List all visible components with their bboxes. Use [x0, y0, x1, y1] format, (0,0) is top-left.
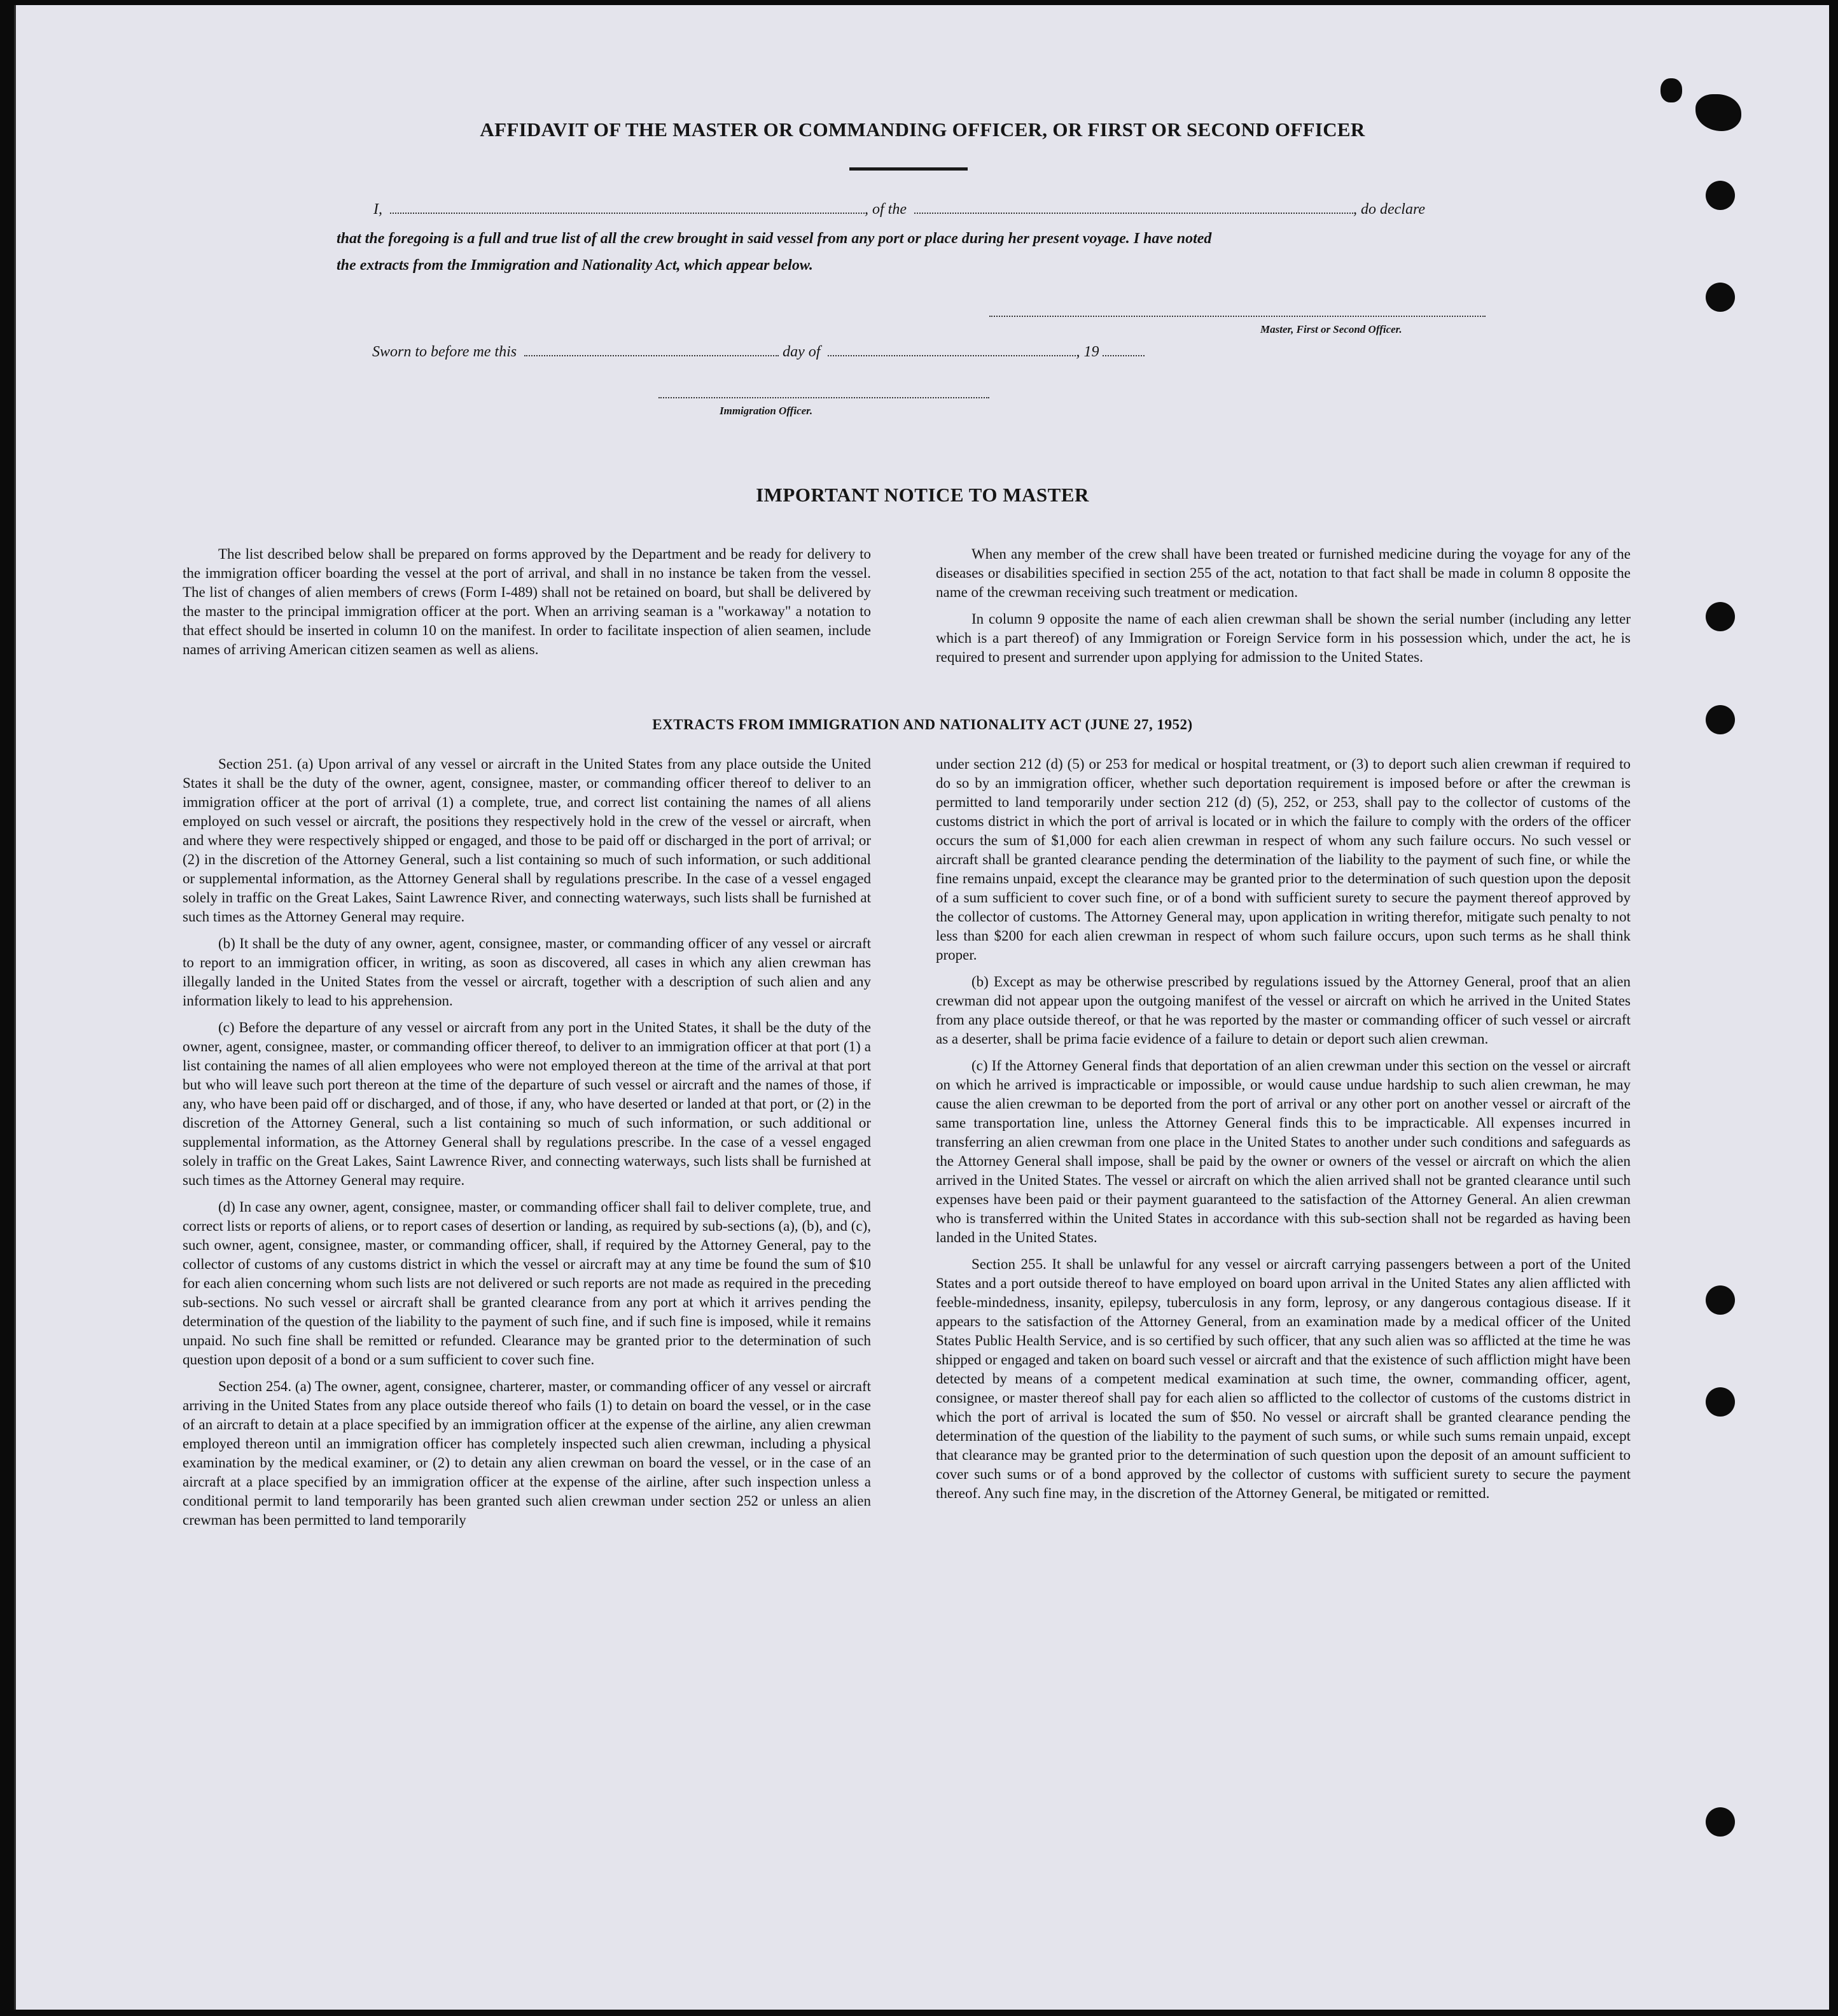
section-251-c: (c) Before the departure of any vessel or aircraft from any port in the United States, it shall be the duty of the owner, agent, consignee, master, or commanding officer thereof, to deliver to an immigration officer at that port (1) a list containing the names of all alien employees who were not employed thereon at the time of the arrival at that port but who will leave such port thereon at the time of the departure of such vessel or aircraft and the names of those, if any, who have been paid off or discharged, and of those, if any, who have deserted or landed at that port, or (2) in the discretion of the Attorney General, such a list containing so much of such information, or such additional or supplemental information, as the Attorney General shall by regulations prescribe. In the case of a vessel engaged solely in traffic on the Great Lakes, Saint Lawrence River, and connecting waterways, such lists shall be furnished at such times as the Attorney General may require.: [183, 1019, 871, 1188]
sworn-prefix: Sworn to before me this: [372, 344, 517, 360]
vessel-field[interactable]: [914, 201, 1353, 214]
document-page: [14, 5, 1829, 2010]
declaration-line: [373, 201, 1425, 218]
sworn-day-of: day of: [783, 344, 821, 360]
name-field[interactable]: [390, 201, 865, 214]
notice-right-column: [936, 545, 1631, 675]
punch-hole: [1706, 181, 1735, 210]
sworn-day-field[interactable]: [524, 344, 779, 356]
notice-left-column: [183, 545, 871, 667]
declaration-i: I,: [373, 201, 382, 218]
affidavit-title: AFFIDAVIT OF THE MASTER OR COMMANDING OFFICER, OR FIRST OR SECOND OFFICER: [480, 118, 1365, 141]
section-251-d: (d) In case any owner, agent, consignee, master, or commanding officer shall fail to deliver complete, true, and correct lists or reports of aliens, or to report cases of desertion or landing, as required by sub-sections (a), (b), and (c), such owner, agent, consignee, master, or commanding officer, shall, if required by the Attorney General, pay to the collector of customs of any customs district in which the vessel or aircraft may at any time be found the sum of $10 for each alien concerning whom such lists are not delivered or such reports are not made as required in the preceding sub-sections. No such vessel or aircraft shall be granted clearance from any port at which it arrives pending the determination of the question of the liability to the payment of such fine, and if such fine is imposed, while it remains unpaid. No such fine shall be remitted or refunded. Clearance may be granted prior to the determination of such question upon deposit of a bond or a sum sufficient to cover such fine.: [183, 1199, 871, 1368]
punch-hole: [1706, 283, 1735, 312]
notice-title: IMPORTANT NOTICE TO MASTER: [756, 484, 1089, 506]
master-signature-caption: Master, First or Second Officer.: [1260, 323, 1402, 335]
sworn-month-field[interactable]: [828, 344, 1076, 356]
section-254-c: (c) If the Attorney General finds that deportation of an alien crewman under this section on the vessel or aircraft on which he arrived is impracticable or impossible, or would cause undue hardship to such alien crewman, he may cause the alien crewman to be deported from the port of arrival or any other port on another vessel or aircraft of the same transportation line, unless the Attorney General finds this to be impracticable. All expenses incurred in transferring an alien crewman from one place in the United States to another under such conditions and safeguards as the Attorney General shall impose, shall be paid by the owner or owners of the vessel or aircraft on which the alien arrived in the United States. The vessel or aircraft on which the alien arrived shall not be granted clearance until such expenses have been paid or their payment guaranteed to the satisfaction of the Attorney General. An alien crewman who is transferred within the United States in accordance with this sub-section shall not be regarded as having been landed in the United States.: [936, 1058, 1631, 1245]
ink-blot: [1660, 78, 1682, 102]
punch-hole: [1706, 602, 1735, 631]
section-254-a: Section 254. (a) The owner, agent, consignee, charterer, master, or commanding officer of any vessel or aircraft arriving in the United States from any place outside thereof who fails (1) to detain on board the vessel, or in the case of an aircraft to detain at a place specified by an immigration officer at the expense of the airline, any alien crewman employed thereon until an immigration officer has completely inspected such alien crewman, including a physical examination by the medical examiner, or (2) to detain any alien crewman on board the vessel, or in the case of an aircraft at a place specified by an immigration officer at the expense of the airline, after such inspection unless a conditional permit to land temporarily has been granted such alien crewman under section 252 or unless an alien crewman has been permitted to land temporarily: [183, 1378, 871, 1528]
sworn-year: , 19: [1076, 344, 1099, 360]
section-255: Section 255. It shall be unlawful for any vessel or aircraft carrying passengers between a port of the United States and a port outside thereof to have employed on board upon arrival in the United States any alien afflicted with feeble-mindedness, insanity, epilepsy, tuberculosis in any form, leprosy, or any dangerous contagious disease. If it appears to the satisfaction of the Attorney General, from an examination made by a medical officer of the United States Public Health Service, and is so certified by such officer, that any such alien was so afflicted at the time he was shipped or engaged and taken on board such vessel or aircraft and that the existence of such affliction might have been detected by means of a competent medical examination at such time, the owner, commanding officer, agent, consignee, or master thereof shall pay for each alien so afflicted to the collector of customs of the customs district in which the port of arrival is located the sum of $50. No vessel or aircraft shall be granted clearance pending the determination of the question of the liability to the payment of such sums, or while such sums remain unpaid, except that clearance may be granted prior to the determination of such question upon the deposit of an amount sufficient to cover such sums or of a bond approved by the collector of customs with sufficient surety to secure the payment thereof. Any such fine may, in the discretion of the Attorney General, be mitigated or remitted.: [936, 1256, 1631, 1501]
sworn-line: [372, 344, 1145, 361]
extracts-title: EXTRACTS FROM IMMIGRATION AND NATIONALITY ACT (JUNE 27, 1952): [652, 717, 1193, 732]
notice-paragraph: The list described below shall be prepared on forms approved by the Department and be ready for delivery to the immigration officer boarding the vessel at the port of arrival, and shall in no instance be taken from the vessel. The list of changes of alien members of crews (Form I-489) shall not be retained on board, but shall be delivered by the master to the principal immigration officer at the port. When an arriving seaman is a "workaway" a notation to that effect should be inserted in column 10 on the manifest. In order to facilitate inspection of alien seamen, include names of arriving American citizen seamen as well as aliens.: [183, 546, 871, 657]
officer-signature-caption: Immigration Officer.: [720, 405, 813, 417]
sworn-year-field[interactable]: [1103, 344, 1145, 356]
extracts-right-column: [936, 755, 1631, 1511]
notice-paragraph: In column 9 opposite the name of each alien crewman shall be shown the serial number (including any letter which is a part thereof) of any Immigration or Foreign Service form in his possession which, under the act, he is required to present and surrender upon applying for admission to the United States.: [936, 611, 1631, 665]
master-signature-line[interactable]: [989, 314, 1486, 317]
punch-hole: [1706, 1387, 1735, 1417]
section-254-a-continued: under section 212 (d) (5) or 253 for medical or hospital treatment, or (3) to deport such alien crewman if required to do so by an immigration officer, whether such deportation requirement is imposed before or after the crewman is permitted to land temporarily under section 212 (d) (5), 252, or 253, shall pay to the collector of customs of the customs district in which the port of arrival is located or in which the failure to comply with the orders of the officer occurs the sum of $1,000 for each alien crewman in respect of whom any such failure occurs. No such vessel or aircraft shall be granted clearance pending the determination of the liability to the payment of such fine, or while the fine remains unpaid, except the clearance may be granted prior to the determination of such question upon the deposit of a sum sufficient to cover such fine, or of a bond with sufficient surety to secure the payment thereof approved by the collector of customs. The Attorney General may, upon application in writing therefor, mitigate such penalty to not less than $200 for each alien crewman in respect of whom such failure occurs, upon such terms as he shall think proper.: [936, 756, 1631, 963]
declaration-of-the: , of the: [865, 201, 907, 218]
section-251-a: Section 251. (a) Upon arrival of any vessel or aircraft in the United States from any place outside the United States it shall be the duty of the owner, agent, consignee, master, or commanding officer thereof to deliver to an immigration officer at the port of arrival (1) a complete, true, and correct list containing the names of all aliens employed on such vessel or aircraft, the positions they respectively hold in the crew of the vessel or aircraft, when and where they were respectively shipped or engaged, and those to be paid off or discharged in the port of arrival; or (2) in the discretion of the Attorney General, such a list containing so much of such information, or such additional or supplemental information, as the Attorney General shall by regulations prescribe. In the case of a vessel engaged solely in traffic on the Great Lakes, Saint Lawrence River, and connecting waterways, such lists shall be furnished at such times as the Attorney General may require.: [183, 756, 871, 925]
punch-hole: [1706, 1285, 1735, 1315]
statement-line-2: the extracts from the Immigration and Nationality Act, which appear below.: [337, 257, 813, 274]
section-254-b: (b) Except as may be otherwise prescribed by regulations issued by the Attorney General, proof that an alien crewman did not appear upon the outgoing manifest of the vessel or aircraft on which he arrived in the United States from any place outside thereof, or that he was reported by the master or commanding officer of such vessel or aircraft as a deserter, shall be prima facie evidence of a failure to detain or deport such alien crewman.: [936, 974, 1631, 1047]
extracts-left-column: [183, 755, 871, 1537]
section-251-b: (b) It shall be the duty of any owner, agent, consignee, master, or commanding officer of any vessel or aircraft to report to an immigration officer, in writing, as soon as discovered, all cases in which any alien crewman has illegally landed in the United States from the vessel or aircraft, together with a description of such alien and any information likely to lead to his apprehension.: [183, 935, 871, 1009]
statement-line-1: that the foregoing is a full and true list of all the crew brought in said vessel from any port or place during her present voyage. I have noted: [337, 230, 1212, 247]
title-rule: [849, 167, 968, 171]
notice-paragraph: When any member of the crew shall have been treated or furnished medicine during the voyage for any of the diseases or disabilities specified in section 255 of the act, notation to that fact shall be made in column 8 opposite the name of the crewman receiving such treatment or medication.: [936, 546, 1631, 600]
punch-hole: [1706, 1807, 1735, 1837]
declaration-do-declare: , do declare: [1353, 201, 1426, 218]
officer-signature-line[interactable]: [658, 396, 989, 398]
